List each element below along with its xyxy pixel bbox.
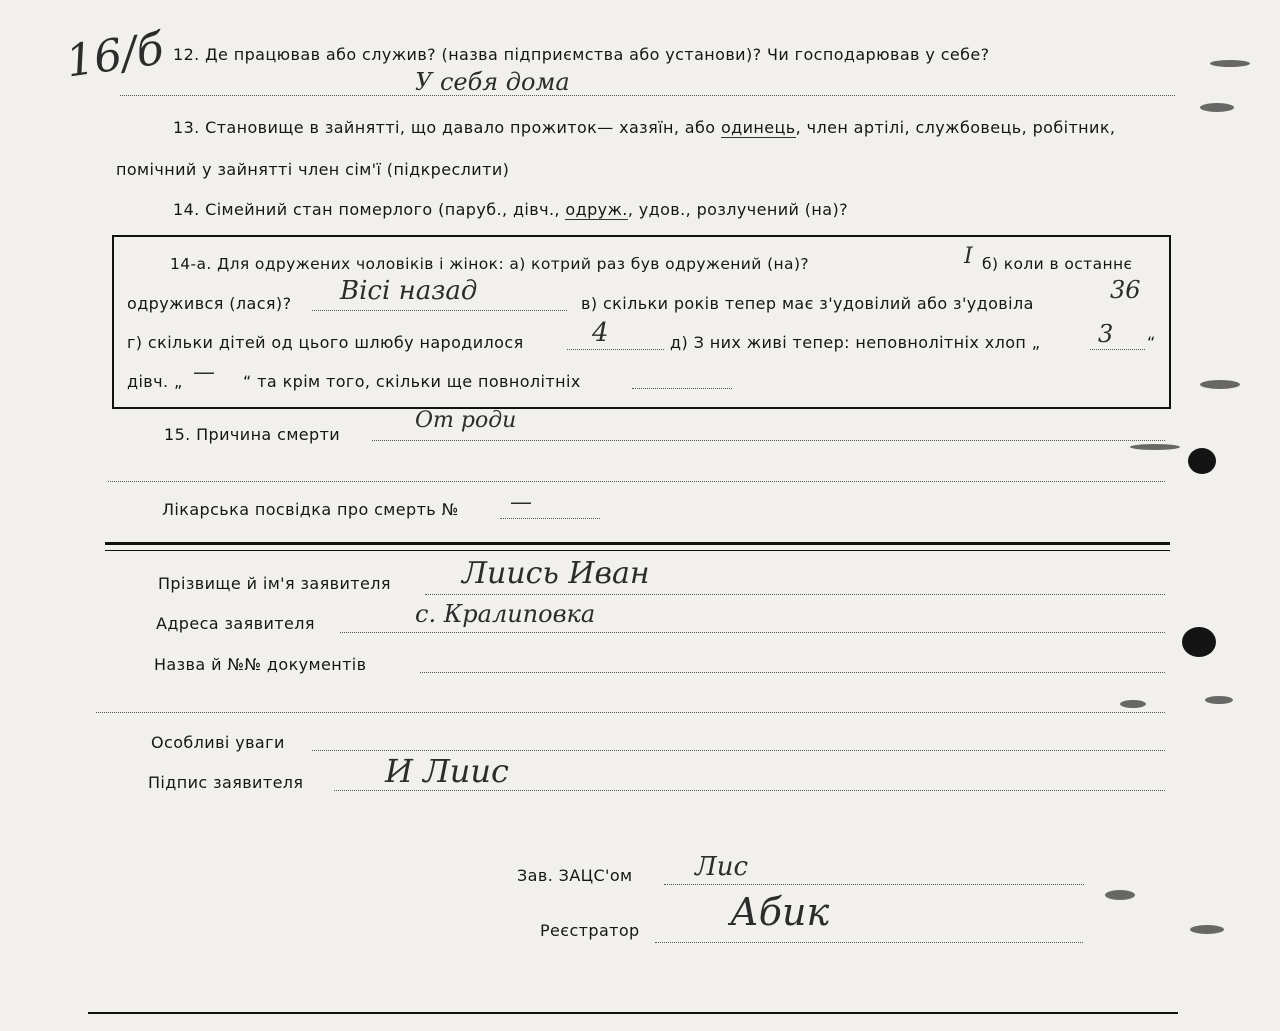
registrar-signature-line bbox=[655, 942, 1083, 943]
q14a-line4-suffix: “ та крім того, скільки ще повнолітніх bbox=[243, 372, 581, 391]
smudge bbox=[1205, 696, 1233, 704]
q14-underlined-option: одруж. bbox=[565, 200, 628, 219]
documents-extra-line bbox=[96, 712, 1165, 713]
signature-label: Підпис заявителя bbox=[148, 773, 304, 792]
q14a-line3-end: “ bbox=[1147, 333, 1156, 352]
smudge bbox=[1130, 444, 1180, 450]
q13-prefix: 13. Становище в зайнятті, що давало прожиток— хазяїн, або bbox=[173, 118, 716, 137]
documents-label: Назва й №№ документів bbox=[154, 655, 367, 674]
q14-line bbox=[173, 200, 848, 220]
q14-suffix: , удов., розлучений (на)? bbox=[627, 200, 849, 219]
smudge bbox=[1200, 103, 1234, 112]
q14a-adult-line bbox=[632, 388, 732, 389]
notes-line bbox=[312, 750, 1165, 751]
smudge bbox=[1105, 890, 1135, 900]
documents-line bbox=[420, 672, 1165, 673]
applicant-signature: И Лиис bbox=[385, 752, 509, 790]
q15-answer: От роди bbox=[415, 408, 517, 433]
bottom-rule bbox=[88, 1012, 1178, 1014]
certificate-answer-line bbox=[500, 518, 600, 519]
smudge bbox=[1120, 700, 1146, 708]
q14a-answer-a: I bbox=[964, 244, 973, 269]
q14a-answer-b-line bbox=[312, 310, 567, 311]
notes-label: Особливі уваги bbox=[151, 733, 285, 752]
q14-prefix: 14. Сімейний стан померлого (паруб., дівч., bbox=[173, 200, 560, 219]
applicant-address-label: Адреса заявителя bbox=[156, 614, 315, 633]
q14a-answer-b: Вiсi назад bbox=[340, 276, 478, 306]
smudge bbox=[1200, 380, 1240, 389]
q14a-answer-e-line bbox=[1090, 349, 1145, 350]
q14a-line4-prefix: дівч. „ bbox=[127, 372, 183, 391]
head-signature-line bbox=[664, 884, 1084, 885]
applicant-name-line bbox=[425, 594, 1165, 595]
punch-hole bbox=[1188, 448, 1216, 474]
applicant-address-value: с. Кралиповка bbox=[415, 600, 596, 628]
head-label: Зав. ЗАЦС'ом bbox=[517, 866, 633, 885]
q13-suffix: , член артілі, службовець, робітник, bbox=[795, 118, 1116, 137]
q14a-line2-label: одружився (лася)? bbox=[127, 294, 292, 313]
applicant-address-line bbox=[340, 632, 1165, 633]
applicant-name-label: Прізвище й ім'я заявителя bbox=[158, 574, 391, 593]
q14a-line3-label: г) скільки дітей од цього шлюбу народилося bbox=[127, 333, 524, 352]
q14a-line1: 14-а. Для одружених чоловіків і жінок: а) котрий раз був одружений (на)? bbox=[170, 255, 810, 273]
q15-label: 15. Причина смерти bbox=[164, 425, 341, 444]
certificate-answer: — bbox=[510, 490, 532, 515]
q14a-line3-mid: д) З них живі тепер: неповнолітніх хлоп „ bbox=[670, 333, 1041, 352]
q12-label: 12. Де працював або служив? (назва підприємства або установи)? Чи господарював у себе? bbox=[173, 45, 990, 64]
q14a-line2-mid: в) скільки років тепер має з'удовілий або з'удовіла bbox=[581, 294, 1034, 313]
q14a-answer-c: 36 bbox=[1110, 276, 1141, 304]
q13-line2: помічний у зайнятті член сім'ї (підкреслити) bbox=[116, 160, 510, 179]
q14a-answer-d-line bbox=[567, 349, 664, 350]
smudge bbox=[1210, 60, 1250, 67]
applicant-name-value: Лиись Иван bbox=[462, 556, 650, 591]
q12-answer-line bbox=[120, 95, 1175, 96]
signature-line bbox=[334, 790, 1165, 791]
punch-hole bbox=[1182, 627, 1216, 657]
certificate-label: Лікарська посвідка про смерть № bbox=[162, 500, 459, 519]
q15-answer-line bbox=[372, 440, 1165, 441]
q14a-answer-f: — bbox=[193, 360, 215, 385]
q13-line1 bbox=[173, 118, 1115, 138]
q13-underlined-option: одинець bbox=[720, 118, 796, 137]
head-signature: Лис bbox=[695, 852, 749, 882]
q14a-answer-e: 3 bbox=[1098, 320, 1114, 348]
section-divider-top bbox=[105, 542, 1170, 545]
q14a-line1-end: б) коли в останнє bbox=[982, 255, 1133, 273]
registrar-label: Реєстратор bbox=[540, 921, 640, 940]
q12-answer: У себя дома bbox=[415, 68, 570, 96]
margin-note: 16/б bbox=[62, 23, 167, 88]
q14a-answer-d: 4 bbox=[592, 318, 609, 348]
smudge bbox=[1190, 925, 1224, 934]
registrar-signature: Абик bbox=[730, 890, 830, 934]
q15-extra-line bbox=[108, 481, 1165, 482]
section-divider-bottom bbox=[105, 550, 1170, 551]
